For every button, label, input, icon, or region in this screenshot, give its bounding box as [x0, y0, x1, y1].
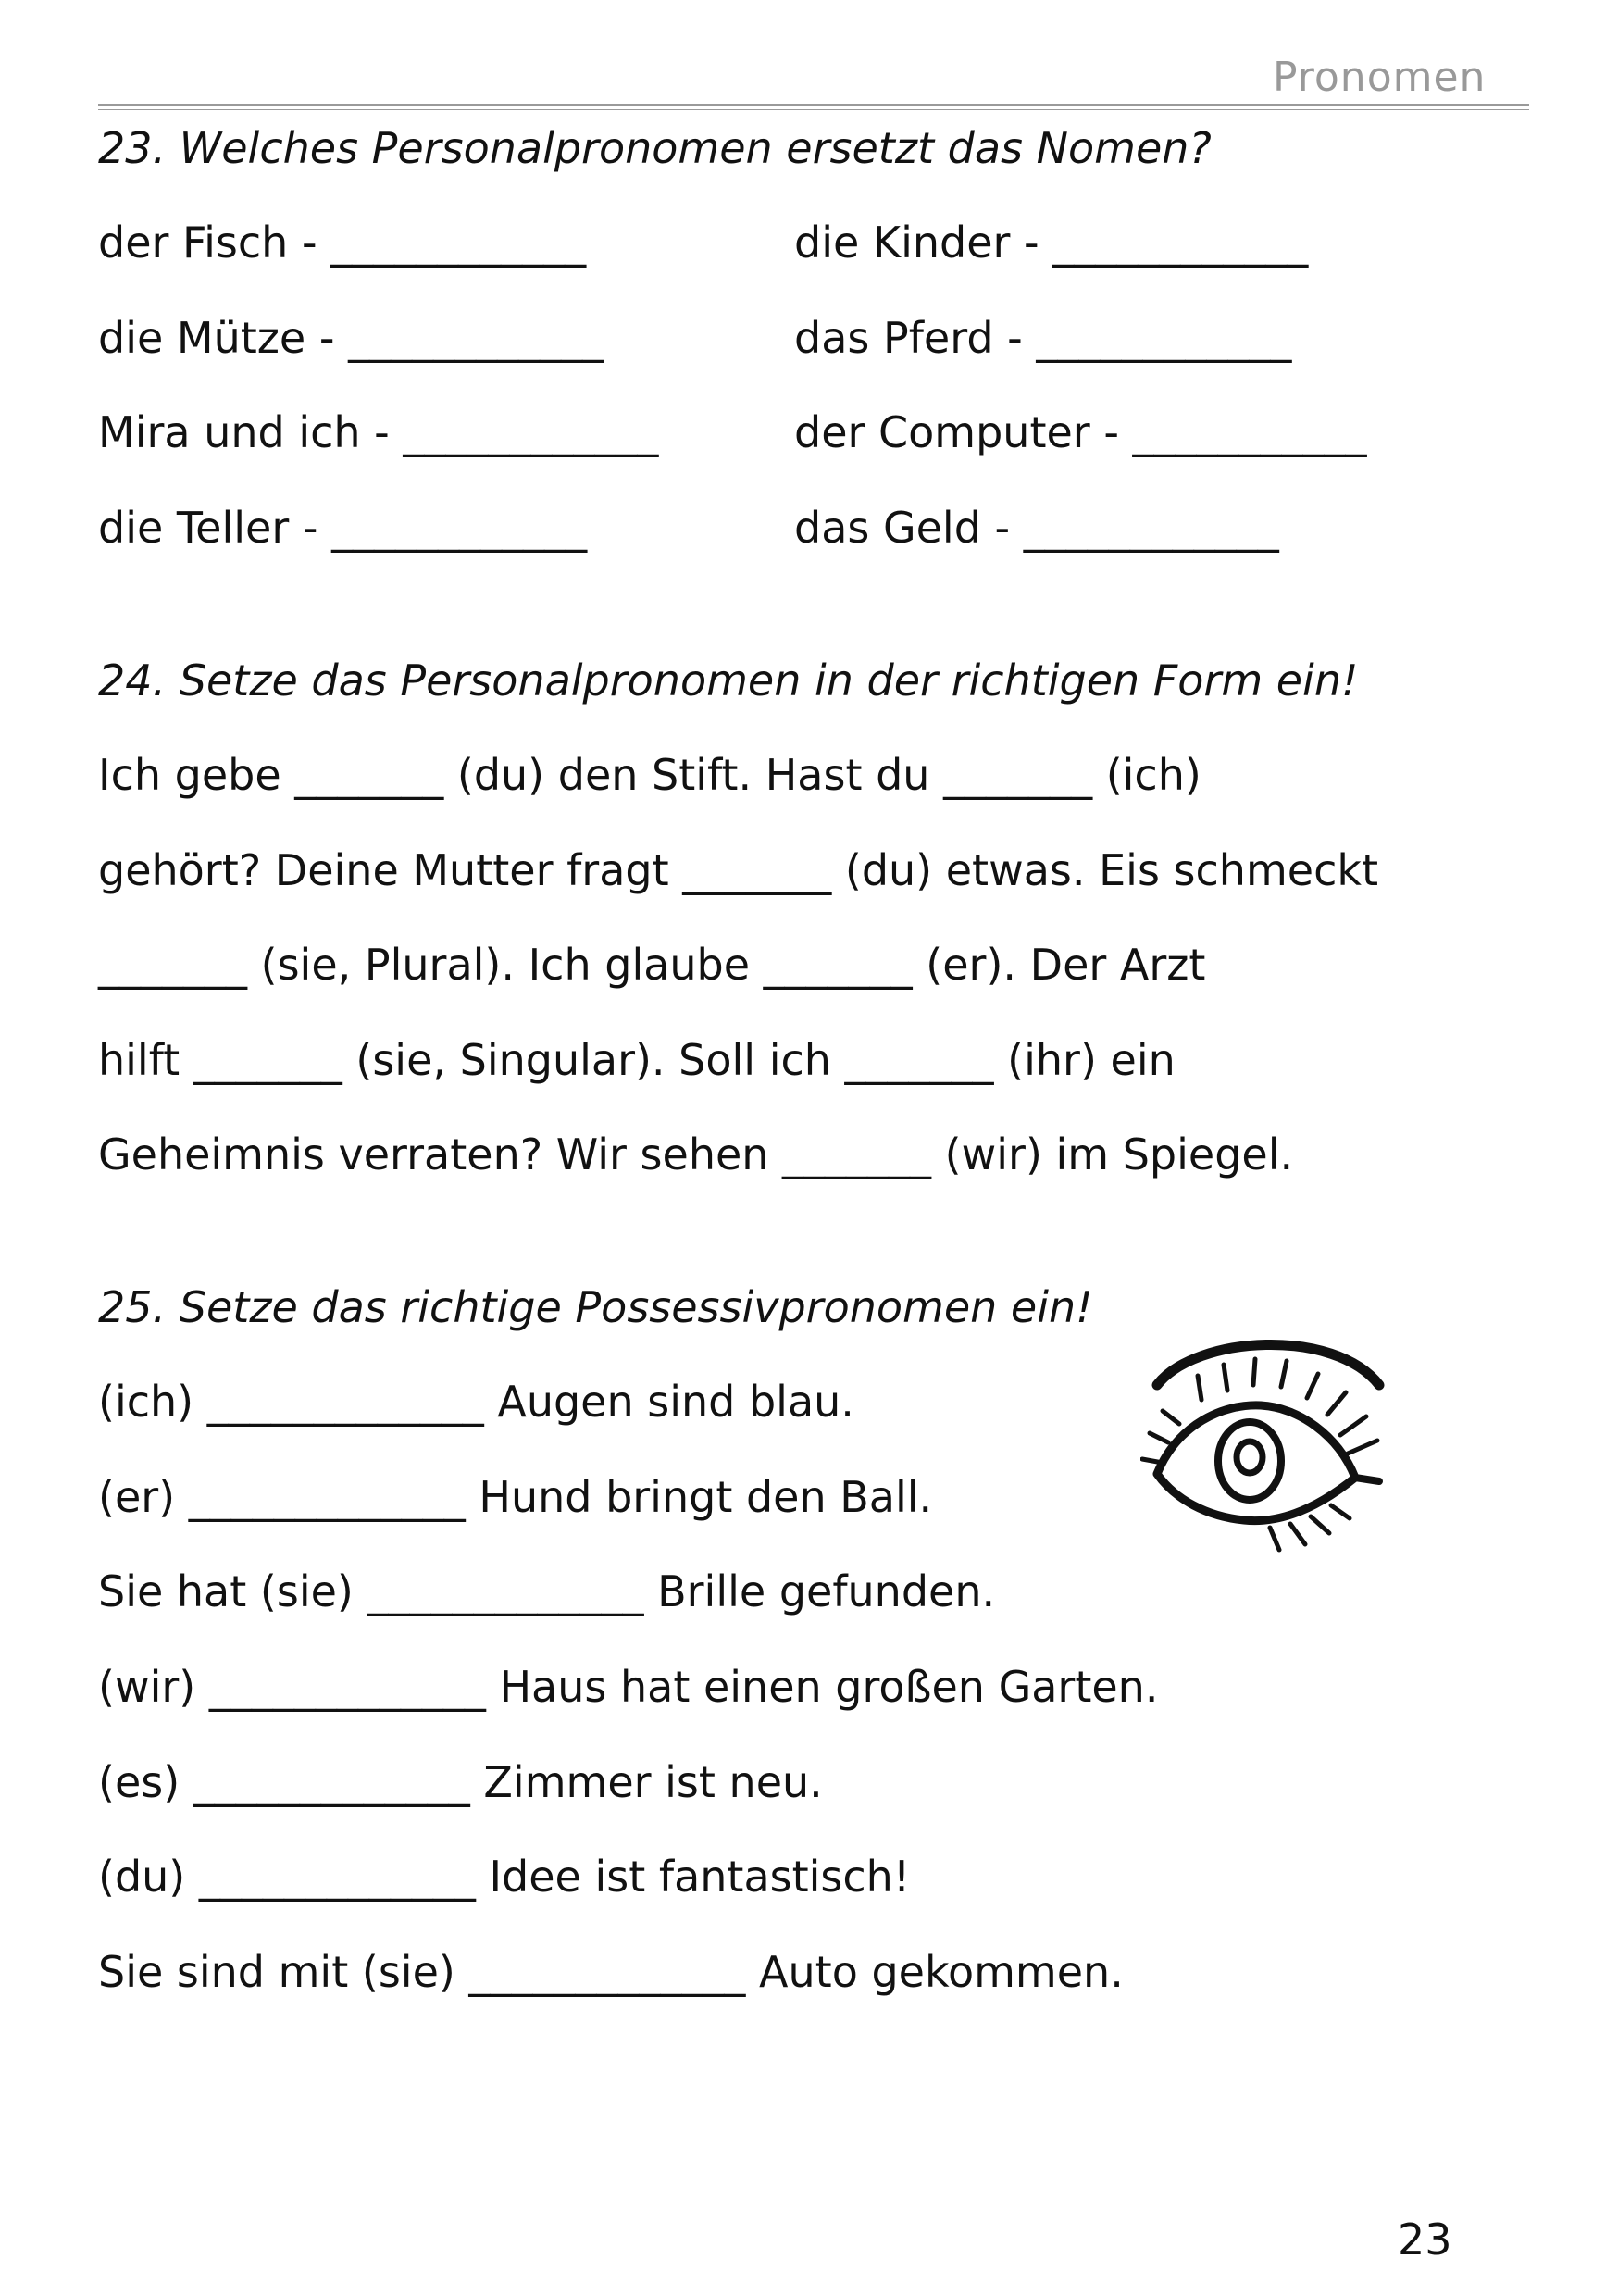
exercise-25-line: (wir) _____________ Haus hat einen großen Garten. [98, 1662, 1159, 1712]
exercise-25-heading: 25. Setze das richtige Possessivpronomen ein! [98, 1282, 1093, 1332]
eye-icon [1140, 1333, 1400, 1565]
exercise-24-line: Geheimnis verraten? Wir sehen _______ (wir) im Spiegel. [98, 1129, 1294, 1179]
exercise-23-item: das Geld - ____________ [794, 503, 1279, 553]
exercise-25-line: (es) _____________ Zimmer ist neu. [98, 1757, 823, 1807]
exercise-23-item: der Fisch - ____________ [98, 218, 587, 268]
header-rule [98, 104, 1529, 106]
exercise-23-item: die Kinder - ____________ [794, 218, 1309, 268]
exercise-24-line: _______ (sie, Plural). Ich glaube _______ (er). Der Arzt [98, 940, 1206, 990]
exercise-24-line: gehört? Deine Mutter fragt _______ (du) etwas. Eis schmeckt [98, 845, 1379, 895]
exercise-25-line: Sie sind mit (sie) _____________ Auto gekommen. [98, 1947, 1124, 1997]
exercise-25-line: Sie hat (sie) _____________ Brille gefunden. [98, 1566, 996, 1616]
exercise-24-heading: 24. Setze das Personalpronomen in der richtigen Form ein! [98, 655, 1359, 705]
exercise-23-item: Mira und ich - ____________ [98, 407, 659, 457]
exercise-23-item: das Pferd - ____________ [794, 313, 1292, 363]
exercise-23-item: die Mütze - ____________ [98, 313, 604, 363]
header-rule-thin [98, 109, 1529, 110]
exercise-25-line: (ich) _____________ Augen sind blau. [98, 1377, 854, 1427]
exercise-24-line: Ich gebe _______ (du) den Stift. Hast du _______ (ich) [98, 750, 1201, 800]
page-header-title: Pronomen [1273, 54, 1487, 101]
exercise-24-line: hilft _______ (sie, Singular). Soll ich _______ (ihr) ein [98, 1035, 1176, 1085]
exercise-23-item: der Computer - ___________ [794, 407, 1367, 457]
exercise-25-line: (du) _____________ Idee ist fantastisch! [98, 1852, 911, 1902]
page-number: 23 [1398, 2215, 1452, 2265]
exercise-23-item: die Teller - ____________ [98, 503, 588, 553]
exercise-25-line: (er) _____________ Hund bringt den Ball. [98, 1472, 933, 1522]
exercise-23-heading: 23. Welches Personalpronomen ersetzt das Nomen? [98, 123, 1212, 173]
